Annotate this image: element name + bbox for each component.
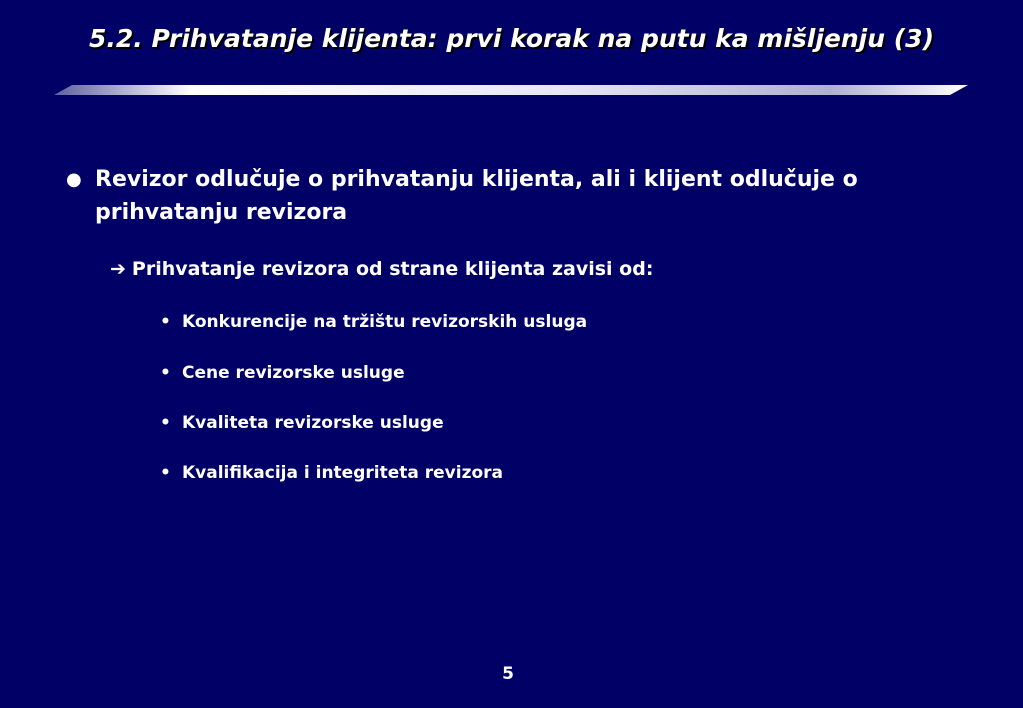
list-item: [160, 413, 444, 433]
main-bullet-text: Revizor odlučuje o prihvatanju klijenta, ali i klijent odlučuje o prihvatanju revizora: [95, 167, 858, 225]
filled-circle-bullet-icon: ●: [66, 169, 82, 190]
sub-bullet: [110, 258, 653, 280]
small-bullet-icon: •: [160, 413, 171, 433]
right-arrow-icon: ➔: [110, 258, 126, 280]
list-item-text: Cene revizorske usluge: [182, 363, 405, 383]
list-item: [160, 463, 503, 483]
list-item-text: Konkurencije na tržištu revizorskih usluga: [182, 312, 588, 332]
list-item: [160, 363, 405, 383]
title-rule-divider: [54, 84, 968, 96]
small-bullet-icon: •: [160, 312, 171, 332]
list-item: [160, 312, 587, 332]
small-bullet-icon: •: [160, 463, 171, 483]
list-item-text: Kvaliteta revizorske usluge: [182, 413, 444, 433]
list-item-text: Kvalifikacija i integriteta revizora: [182, 463, 504, 483]
main-bullet: [66, 163, 926, 229]
page-number: 5: [502, 664, 514, 684]
slide-title: 5.2. Prihvatanje klijenta: prvi korak na putu ka mišljenju (3): [88, 24, 935, 53]
small-bullet-icon: •: [160, 363, 171, 383]
sub-bullet-text: Prihvatanje revizora od strane klijenta zavisi od:: [131, 258, 654, 280]
